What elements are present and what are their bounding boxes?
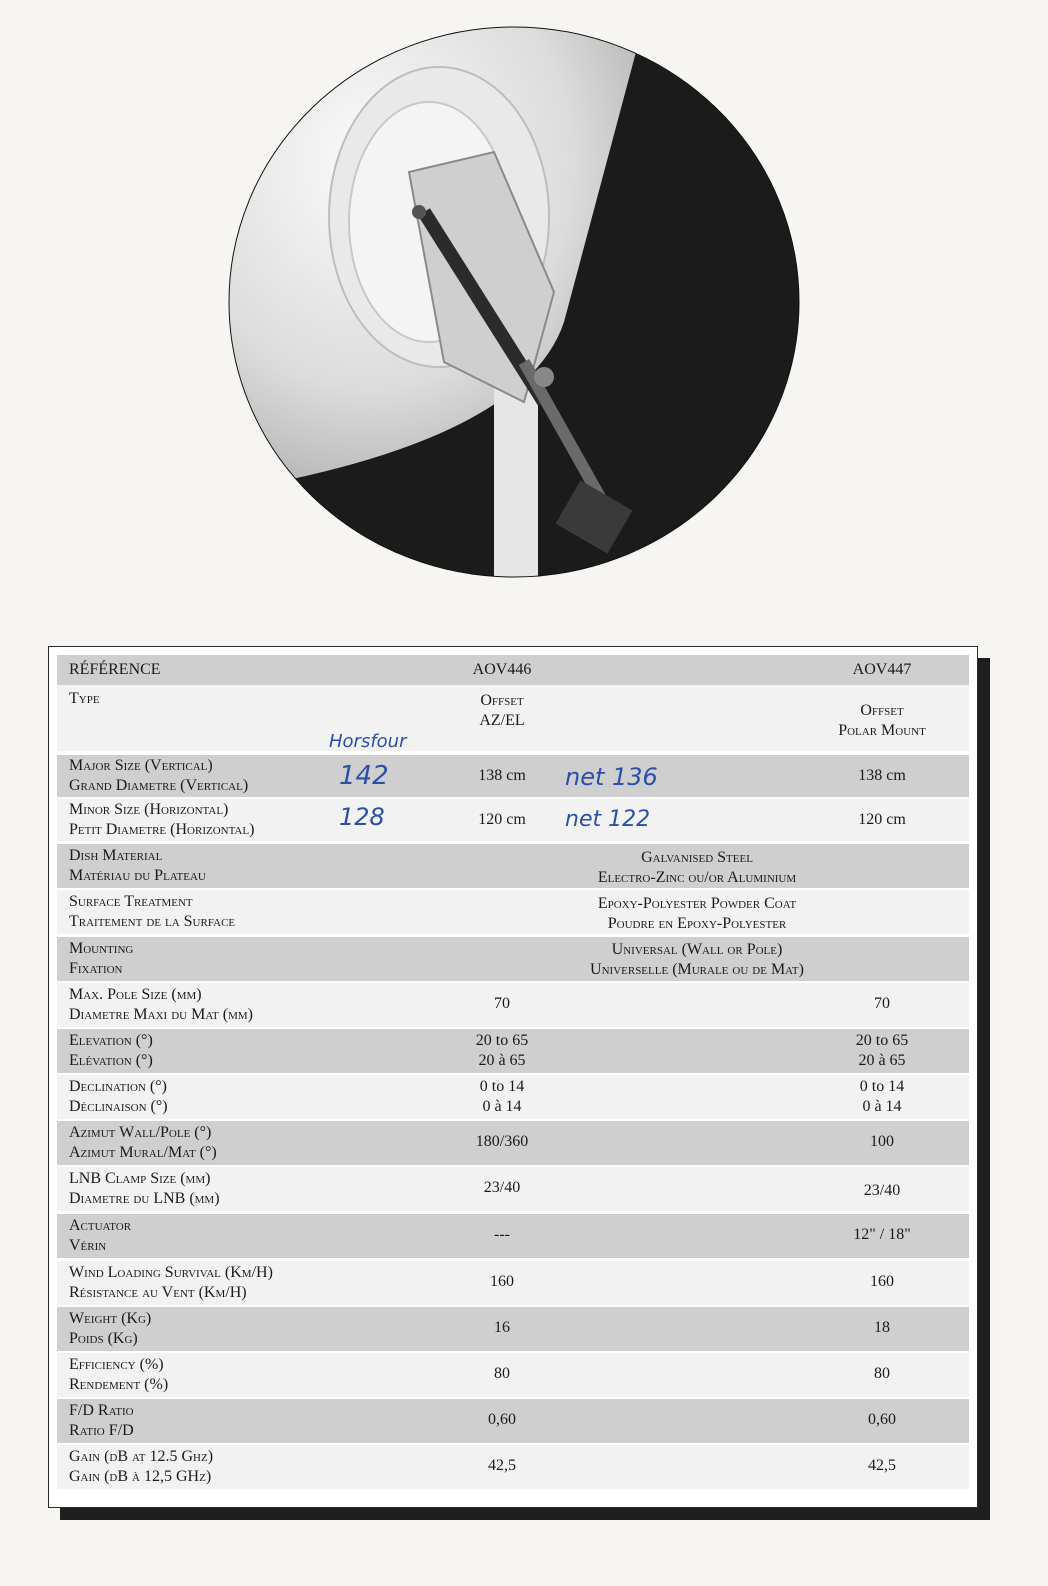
row-label-fr: Déclinaison (°) — [69, 1098, 168, 1115]
handwritten-major-alt: net 136 — [565, 763, 658, 791]
aov447-value-line2: Polar Mount — [838, 722, 926, 739]
header-aov446: AOV446 — [472, 661, 532, 678]
row-label-fr: Résistance au Vent (Km/H) — [69, 1284, 247, 1301]
table-row-declination — [57, 1075, 969, 1119]
aov447-value: 138 cm — [858, 767, 906, 784]
row-label-en: Dish Material — [69, 847, 163, 864]
table-row-gain — [57, 1445, 969, 1489]
aov446-value-line1: 20 to 65 — [475, 1032, 529, 1049]
row-label-fr: Grand Diametre (Vertical) — [69, 777, 249, 794]
shared-value-line2: Universelle (Murale ou de Mat) — [590, 961, 804, 978]
header-reference: RÉFÉRENCE — [69, 661, 161, 678]
row-label-fr: Traitement de la Surface — [69, 913, 236, 930]
shared-value-line1: Galvanised Steel — [641, 849, 753, 866]
table-row-azimut — [57, 1121, 969, 1165]
row-label: Type — [69, 690, 100, 707]
table-row-major-size — [57, 755, 969, 797]
table-row-actuator — [57, 1214, 969, 1258]
row-label-fr: Rendement (%) — [69, 1376, 169, 1393]
aov446-value: 70 — [494, 995, 510, 1012]
aov446-value-line1: Offset — [480, 692, 524, 709]
row-label-fr: Poids (Kg) — [69, 1330, 138, 1347]
row-label-fr: Ratio F/D — [69, 1422, 134, 1439]
aov446-value: 16 — [494, 1319, 510, 1336]
aov447-value: 80 — [874, 1365, 890, 1382]
aov446-value: 138 cm — [478, 767, 526, 784]
aov447-value-line1: Offset — [860, 702, 904, 719]
row-label-en: Mounting — [69, 940, 134, 957]
aov446-value: 180/360 — [475, 1133, 529, 1150]
handwritten-minor-note: 128 — [339, 803, 385, 831]
row-label-en: Actuator — [69, 1217, 132, 1234]
row-label-en: Azimut Wall/Pole (°) — [69, 1124, 212, 1141]
row-label-en: Major Size (Vertical) — [69, 757, 213, 774]
row-label-fr: Matériau du Plateau — [69, 867, 206, 884]
handwritten-major-note: 142 — [339, 761, 389, 791]
aov447-value: 12" / 18" — [853, 1226, 911, 1243]
aov447-value: 100 — [870, 1133, 894, 1150]
spec-table — [48, 646, 978, 1508]
aov446-value: 42,5 — [488, 1457, 516, 1474]
row-label-en: Efficiency (%) — [69, 1356, 164, 1373]
row-label-en: Surface Treatment — [69, 893, 193, 910]
aov446-value: 160 — [490, 1273, 514, 1290]
row-label-en: F/D Ratio — [69, 1402, 134, 1419]
row-label-en: Wind Loading Survival (Km/H) — [69, 1264, 273, 1281]
aov446-value: 23/40 — [483, 1179, 521, 1196]
aov447-value-line2: 0 à 14 — [862, 1098, 902, 1115]
shared-value-line1: Universal (Wall or Pole) — [611, 941, 783, 958]
aov446-value: 80 — [494, 1365, 510, 1382]
aov446-value: --- — [494, 1226, 510, 1243]
table-header-row — [57, 655, 969, 685]
shared-value-line2: Poudre en Epoxy-Polyester — [607, 915, 787, 932]
aov447-value: 18 — [874, 1319, 890, 1336]
table-row-weight — [57, 1307, 969, 1351]
aov446-value-line1: 0 to 14 — [479, 1078, 525, 1095]
aov447-value-line1: 0 to 14 — [859, 1078, 905, 1095]
aov447-value-line2: 20 à 65 — [858, 1052, 906, 1069]
shared-value-line1: Epoxy-Polyester Powder Coat — [597, 895, 797, 912]
row-label-fr: Diametre Maxi du Mat (mm) — [69, 1006, 253, 1023]
row-label-fr: Azimut Mural/Mat (°) — [69, 1144, 217, 1161]
aov447-value: 160 — [870, 1273, 894, 1290]
handwritten-minor-alt: net 122 — [565, 807, 651, 832]
aov447-value-line1: 20 to 65 — [855, 1032, 909, 1049]
table-row-max-pole-size — [57, 983, 969, 1027]
row-label-fr: Diametre du LNB (mm) — [69, 1190, 220, 1207]
table-row-surface-treatment — [57, 890, 969, 934]
header-aov447: AOV447 — [852, 661, 912, 678]
aov447-value: 23/40 — [863, 1182, 901, 1199]
aov446-value-line2: 20 à 65 — [478, 1052, 526, 1069]
shared-value-line2: Electro-Zinc ou/or Aluminium — [597, 869, 797, 886]
table-row-fd-ratio — [57, 1399, 969, 1443]
row-label-en: Max. Pole Size (mm) — [69, 986, 202, 1003]
table-row-minor-size — [57, 799, 969, 841]
dish-mount-photo — [224, 22, 804, 582]
row-label-fr: Vérin — [69, 1237, 107, 1254]
aov446-value: 120 cm — [478, 811, 526, 828]
table-row-elevation — [57, 1029, 969, 1073]
aov447-value: 42,5 — [868, 1457, 896, 1474]
handwritten-heading: Horsfour — [329, 731, 407, 752]
row-label-en: Weight (Kg) — [69, 1310, 152, 1327]
row-label-en: Minor Size (Horizontal) — [69, 801, 229, 818]
row-label-en: Gain (dB at 12.5 Ghz) — [69, 1448, 214, 1465]
aov447-value: 70 — [874, 995, 890, 1012]
aov446-value-line2: AZ/EL — [479, 712, 525, 729]
table-row-wind-loading — [57, 1261, 969, 1305]
table-row-efficiency — [57, 1353, 969, 1397]
table-row-type — [57, 685, 969, 751]
table-row-dish-material — [57, 844, 969, 888]
row-label-fr: Gain (dB à 12,5 GHz) — [69, 1468, 212, 1485]
table-row-mounting — [57, 937, 969, 981]
table-row-lnb-clamp — [57, 1167, 969, 1211]
aov447-value: 120 cm — [858, 811, 906, 828]
aov446-value-line2: 0 à 14 — [482, 1098, 522, 1115]
row-label-en: Elevation (°) — [69, 1032, 153, 1049]
row-label-en: LNB Clamp Size (mm) — [69, 1170, 211, 1187]
row-label-fr: Fixation — [69, 960, 123, 977]
row-label-fr: Elévation (°) — [69, 1052, 153, 1069]
aov447-value: 0,60 — [868, 1411, 896, 1428]
row-label-fr: Petit Diametre (Horizontal) — [69, 821, 255, 838]
row-label-en: Declination (°) — [69, 1078, 167, 1095]
aov446-value: 0,60 — [488, 1411, 516, 1428]
